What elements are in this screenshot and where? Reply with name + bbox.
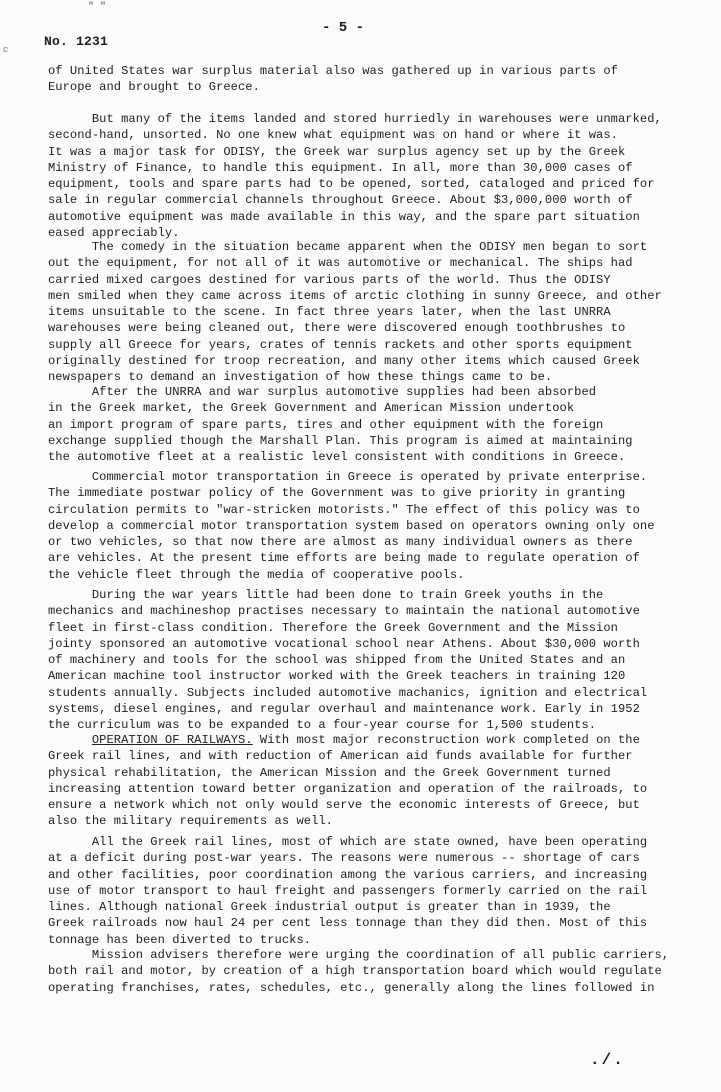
text-line: and other facilities, poor coordination among the various carriers, and increasing: [48, 867, 648, 882]
text-line: But many of the items landed and stored hurriedly in warehouses were unmarked,: [48, 112, 662, 126]
paragraph-4: [48, 384, 712, 465]
paragraph-2: [48, 111, 712, 241]
text-line: are vehicles. At the present time efforts are being made to regulate operation of: [48, 551, 640, 566]
text-line: lines. Although national Greek industrial output is greater than in 1939, the: [48, 900, 611, 915]
text-line: The immediate postwar policy of the Government was to give priority in granting: [48, 486, 626, 501]
text-line: warehouses were being cleaned out, there were discovered enough toothbrushes to: [48, 321, 626, 336]
text-line: exchange supplied though the Marshall Plan. This program is aimed at maintaining: [48, 433, 633, 448]
text-line: increasing attention toward better organization and operation of the railroads, to: [48, 781, 648, 796]
continuation-mark: ./.: [590, 1051, 625, 1069]
text-line: an import program of spare parts, tires and other equipment with the foreign: [48, 417, 604, 432]
text-line: newspapers to demand an investigation of how these things came to be.: [48, 370, 553, 385]
text-line: the vehicle fleet through the media of cooperative pools.: [48, 567, 465, 582]
text-line: eased appreciably.: [48, 226, 180, 241]
text-line: second-hand, unsorted. No one knew what equipment was on hand or where it was.: [48, 128, 618, 143]
text-line: both rail and motor, by creation of a high transportation board which would regulate: [48, 964, 662, 979]
text-line: physical rehabilitation, the American Mission and the Greek Government turned: [48, 765, 611, 780]
text-line: Mission advisers therefore were urging the coordination of all public carriers,: [48, 948, 670, 962]
text-line: circulation permits to "war-stricken motorists." The effect of this policy was to: [48, 502, 640, 517]
text-line: systems, diesel engines, and regular overhaul and maintenance work. Early in 1952: [48, 702, 640, 717]
paragraph-8: [48, 834, 712, 948]
text-line: originally destined for troop recreation, and many other items which caused Greek: [48, 354, 640, 369]
text-line: American machine tool instructor worked with the Greek teachers in training 120: [48, 669, 626, 684]
paragraph-3: [48, 239, 712, 386]
text-line: [48, 732, 712, 748]
text-line: of machinery and tools for the school was shipped from the United States and an: [48, 653, 626, 668]
text-line: the automotive fleet at a realistic level consistent with conditions in Greece.: [48, 450, 626, 465]
text-line: out the equipment, for not all of it was automotive or mechanical. The ships had: [48, 256, 633, 271]
text-line: Commercial motor transportation in Greece is operated by private enterprise.: [48, 470, 648, 484]
text-line: jointy sponsored an automotive vocational school near Athens. About $30,000 worth: [48, 636, 640, 651]
paragraph-7-railways: [48, 732, 712, 830]
document-number: No. 1231: [44, 34, 109, 49]
text-line: ensure a network which not only would serve the economic interests of Greece, but: [48, 798, 640, 813]
text-line: fleet in first-class condition. Therefore the Greek Government and the Mission: [48, 620, 618, 635]
paragraph-1: [48, 63, 712, 96]
text-line: carried mixed cargoes destined for various parts of the world. Thus the ODISY: [48, 272, 611, 287]
text-line: Europe and brought to Greece.: [48, 80, 260, 95]
text-line: automotive equipment was made available in this way, and the spare part situation: [48, 209, 640, 224]
text-line: of United States war surplus material also was gathered up in various parts of: [48, 64, 618, 78]
heading-line-rest: With most major reconstruction work completed on the: [252, 733, 640, 747]
text-line: in the Greek market, the Greek Government and American Mission undertook: [48, 401, 575, 416]
text-line: operating franchises, rates, schedules, etc., generally along the lines followed in: [48, 980, 655, 995]
text-line: The comedy in the situation became apparent when the ODISY men began to sort: [48, 240, 648, 254]
text-line: During the war years little had been done to train Greek youths in the: [48, 588, 604, 602]
paragraph-9: [48, 947, 712, 996]
text-line: items unsuitable to the scene. In fact three years later, when the last UNRRA: [48, 305, 611, 320]
text-line: at a deficit during post-war years. The reasons were numerous -- shortage of cars: [48, 851, 640, 866]
text-line: equipment, tools and spare parts had to be opened, sorted, cataloged and priced for: [48, 177, 655, 192]
text-line: Greek rail lines, and with reduction of American aid funds available for further: [48, 749, 633, 764]
text-line: Greek railroads now haul 24 per cent less tonnage than they did then. Most of this: [48, 916, 648, 931]
text-line: students annually. Subjects included automotive machanics, ignition and electrical: [48, 685, 648, 700]
text-line: supply all Greece for years, crates of tennis rackets and other sports equipment: [48, 337, 633, 352]
text-line: men smiled when they came across items of arctic clothing in sunny Greece, and other: [48, 288, 662, 303]
text-line: It was a major task for ODISY, the Greek war surplus agency set up by the Greek: [48, 144, 626, 159]
left-margin-mark: c: [3, 45, 9, 55]
section-heading-railways: OPERATION OF RAILWAYS.: [91, 733, 253, 747]
text-line: Ministry of Finance, to handle this equipment. In all, more than 30,000 cases of: [48, 160, 633, 175]
text-line: use of motor transport to haul freight and passengers formerly carried on the rail: [48, 883, 648, 898]
text-line: All the Greek rail lines, most of which are state owned, have been operating: [48, 835, 648, 849]
text-line: tonnage has been diverted to trucks.: [48, 932, 312, 947]
paragraph-6: [48, 587, 712, 734]
text-line: the curriculum was to be expanded to a four-year course for 1,500 students.: [48, 718, 597, 733]
text-line: develop a commercial motor transportation system based on operators owning only one: [48, 518, 655, 533]
text-line: After the UNRRA and war surplus automotive supplies had been absorbed: [48, 385, 597, 399]
text-line: also the military requirements as well.: [48, 814, 333, 829]
text-line: sale in regular commercial channels throughout Greece. About $3,000,000 worth of: [48, 193, 633, 208]
top-margin-mark: " ": [88, 2, 107, 13]
paragraph-5: [48, 469, 712, 583]
text-line: mechanics and machineshop practises necessary to maintain the national automotive: [48, 604, 640, 619]
text-line: or two vehicles, so that now there are almost as many individual owners as there: [48, 535, 633, 550]
page-number: - 5 -: [322, 20, 365, 36]
